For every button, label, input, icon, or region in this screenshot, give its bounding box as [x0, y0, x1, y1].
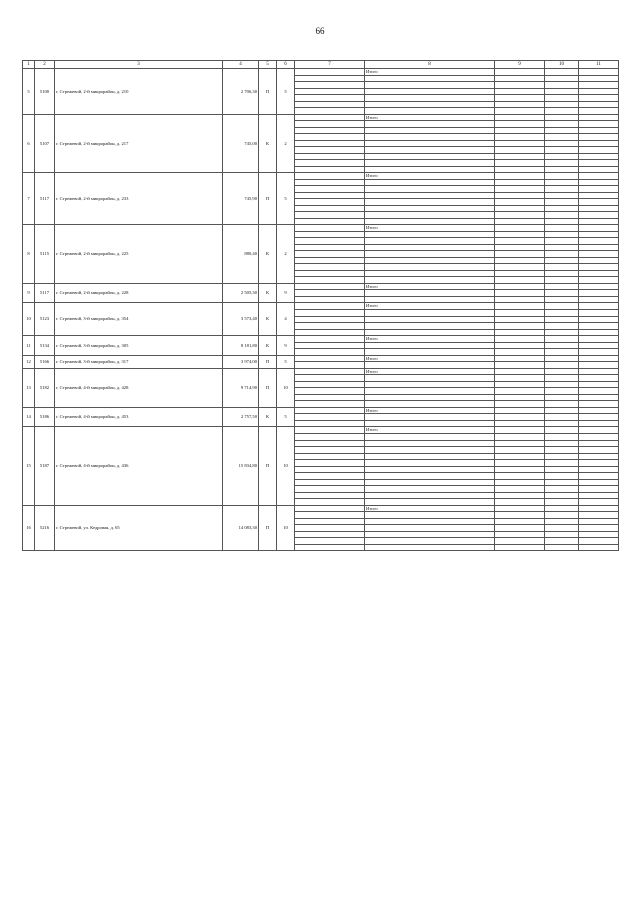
- row-number: 10: [23, 303, 35, 336]
- table-cell: [495, 355, 545, 362]
- table-cell: [579, 427, 619, 434]
- building-area: 2 505,30: [223, 283, 259, 303]
- building-code: 5187: [35, 427, 55, 505]
- building-address: г. Стрежевой, 4-й микрорайон, д. 428: [55, 368, 223, 407]
- building-area: 745,00: [223, 114, 259, 173]
- table-cell: [545, 355, 579, 362]
- building-code: 5186: [35, 407, 55, 427]
- row-number: 13: [23, 368, 35, 407]
- column-number-row: [23, 61, 619, 69]
- table-cell: [495, 427, 545, 434]
- building-area: 2 706,30: [223, 69, 259, 115]
- wall-material: П: [259, 69, 277, 115]
- row-number: 5: [23, 69, 35, 115]
- table-row: [23, 173, 619, 180]
- building-code: 5117: [35, 283, 55, 303]
- building-code: 5107: [35, 114, 55, 173]
- building-code: 5166: [35, 355, 55, 368]
- table-row: [23, 225, 619, 232]
- building-address: г. Стрежевой, 3-й микрорайон, д. 354: [55, 303, 223, 336]
- table-cell: [579, 368, 619, 375]
- table-cell: [295, 225, 365, 232]
- building-area: 2 757,50: [223, 407, 259, 427]
- table-row: [23, 407, 619, 414]
- building-code: 5123: [35, 303, 55, 336]
- table-cell: [579, 114, 619, 121]
- table-cell: [545, 225, 579, 232]
- table-cell: [579, 283, 619, 290]
- building-area: 15 834,80: [223, 427, 259, 505]
- wall-material: К: [259, 283, 277, 303]
- row-number: 14: [23, 407, 35, 427]
- column-header: 4: [223, 61, 259, 69]
- table-cell: [495, 303, 545, 310]
- total-label: Итого: [365, 69, 495, 76]
- table-cell: [295, 303, 365, 310]
- wall-material: К: [259, 114, 277, 173]
- wall-material: П: [259, 173, 277, 225]
- total-label: Итого: [365, 114, 495, 121]
- table-cell: [545, 173, 579, 180]
- building-address: г. Стрежевой, 2-й микрорайон, д. 233: [55, 173, 223, 225]
- building-address: г. Стрежевой, 3-й микрорайон, д. 305: [55, 336, 223, 356]
- row-number: 15: [23, 427, 35, 505]
- column-header: 3: [55, 61, 223, 69]
- building-address: г. Стрежевой, 2-й микрорайон, д. 217: [55, 114, 223, 173]
- table-cell: [545, 69, 579, 76]
- floor-count: 10: [277, 368, 295, 407]
- table-cell: [495, 505, 545, 512]
- work-schedule-table: [22, 60, 619, 551]
- total-label: Итого: [365, 283, 495, 290]
- building-area: 9 714,90: [223, 368, 259, 407]
- table-row: [23, 505, 619, 512]
- building-code: 5115: [35, 225, 55, 284]
- building-address: г. Стрежевой, 4-й микрорайон, д. 453: [55, 407, 223, 427]
- table-cell: [495, 225, 545, 232]
- building-code: 5100: [35, 69, 55, 115]
- table-cell: [495, 336, 545, 343]
- wall-material: П: [259, 355, 277, 368]
- column-header: 7: [295, 61, 365, 69]
- floor-count: 5: [277, 173, 295, 225]
- wall-material: П: [259, 427, 277, 505]
- table-cell: [295, 114, 365, 121]
- total-label: Итого: [365, 427, 495, 434]
- floor-count: 2: [277, 225, 295, 284]
- table-row: [23, 69, 619, 76]
- building-address: г. Стрежевой, 3-й микрорайон, д. 317: [55, 355, 223, 368]
- row-number: 9: [23, 283, 35, 303]
- wall-material: К: [259, 225, 277, 284]
- table-cell: [579, 336, 619, 343]
- row-number: 8: [23, 225, 35, 284]
- table-cell: [295, 283, 365, 290]
- table-cell: [295, 427, 365, 434]
- wall-material: К: [259, 336, 277, 356]
- table-cell: [579, 69, 619, 76]
- floor-count: 5: [277, 69, 295, 115]
- table-row: [23, 114, 619, 121]
- total-label: Итого: [365, 407, 495, 414]
- table-row: [23, 336, 619, 343]
- table-row: [23, 368, 619, 375]
- floor-count: 9: [277, 336, 295, 356]
- building-area: 8 181,80: [223, 336, 259, 356]
- table-cell: [365, 544, 495, 551]
- table-body: [23, 61, 619, 551]
- table-cell: [295, 69, 365, 76]
- building-area: 745,90: [223, 173, 259, 225]
- table-cell: [579, 505, 619, 512]
- table-cell: [579, 355, 619, 362]
- table-cell: [495, 544, 545, 551]
- table-cell: [495, 407, 545, 414]
- table-cell: [545, 336, 579, 343]
- total-label: Итого: [365, 225, 495, 232]
- row-number: 6: [23, 114, 35, 173]
- table-cell: [295, 407, 365, 414]
- table-cell: [579, 173, 619, 180]
- table-row: [23, 427, 619, 434]
- building-address: г. Стрежевой, 2-й микрорайон, д. 225: [55, 225, 223, 284]
- column-header: 11: [579, 61, 619, 69]
- total-label: Итого: [365, 303, 495, 310]
- column-header: 8: [365, 61, 495, 69]
- table-cell: [295, 355, 365, 362]
- total-label: Итого: [365, 368, 495, 375]
- row-number: 12: [23, 355, 35, 368]
- total-label: Итого: [365, 336, 495, 343]
- total-label: Итого: [365, 173, 495, 180]
- table-cell: [495, 114, 545, 121]
- table-row: [23, 283, 619, 290]
- wall-material: К: [259, 303, 277, 336]
- table-cell: [495, 283, 545, 290]
- floor-count: 10: [277, 427, 295, 505]
- row-number: 16: [23, 505, 35, 551]
- building-code: 5117: [35, 173, 55, 225]
- building-area: 3 974,00: [223, 355, 259, 368]
- table-cell: [545, 368, 579, 375]
- building-code: 5182: [35, 368, 55, 407]
- table-cell: [495, 69, 545, 76]
- total-label: Итого: [365, 505, 495, 512]
- page-number: 66: [315, 26, 325, 36]
- building-code: 5216: [35, 505, 55, 551]
- building-code: 5134: [35, 336, 55, 356]
- wall-material: П: [259, 505, 277, 551]
- table-cell: [545, 544, 579, 551]
- column-header: 9: [495, 61, 545, 69]
- table-cell: [545, 114, 579, 121]
- floor-count: 4: [277, 303, 295, 336]
- building-address: г. Стрежевой, 2-й микрорайон, д. 228: [55, 283, 223, 303]
- building-address: г. Стрежевой, 4-й микрорайон, д. 436: [55, 427, 223, 505]
- table-cell: [545, 283, 579, 290]
- building-address: г. Стрежевой, 2-й микрорайон, д. 210: [55, 69, 223, 115]
- column-header: 2: [35, 61, 55, 69]
- table-cell: [579, 225, 619, 232]
- floor-count: 2: [277, 114, 295, 173]
- table-cell: [579, 303, 619, 310]
- column-header: 5: [259, 61, 277, 69]
- table-cell: [295, 173, 365, 180]
- table-cell: [295, 505, 365, 512]
- floor-count: 9: [277, 283, 295, 303]
- row-number: 11: [23, 336, 35, 356]
- building-area: 14 083,30: [223, 505, 259, 551]
- table-cell: [295, 544, 365, 551]
- floor-count: 5: [277, 407, 295, 427]
- table-cell: [545, 407, 579, 414]
- column-header: 10: [545, 61, 579, 69]
- table-cell: [545, 303, 579, 310]
- table-cell: [495, 173, 545, 180]
- wall-material: П: [259, 368, 277, 407]
- table-cell: [579, 407, 619, 414]
- table-row: [23, 303, 619, 310]
- table-cell: [295, 336, 365, 343]
- table-cell: [545, 427, 579, 434]
- building-address: г. Стрежевой, ул. Кедровая, д. 65: [55, 505, 223, 551]
- wall-material: К: [259, 407, 277, 427]
- floor-count: 5: [277, 355, 295, 368]
- column-header: 1: [23, 61, 35, 69]
- table-cell: [545, 505, 579, 512]
- floor-count: 10: [277, 505, 295, 551]
- row-number: 7: [23, 173, 35, 225]
- table-cell: [495, 368, 545, 375]
- building-area: 880,40: [223, 225, 259, 284]
- column-header: 6: [277, 61, 295, 69]
- total-label: Итого: [365, 355, 495, 362]
- table-row: [23, 355, 619, 362]
- building-area: 3 573,40: [223, 303, 259, 336]
- table-cell: [579, 544, 619, 551]
- table-cell: [295, 368, 365, 375]
